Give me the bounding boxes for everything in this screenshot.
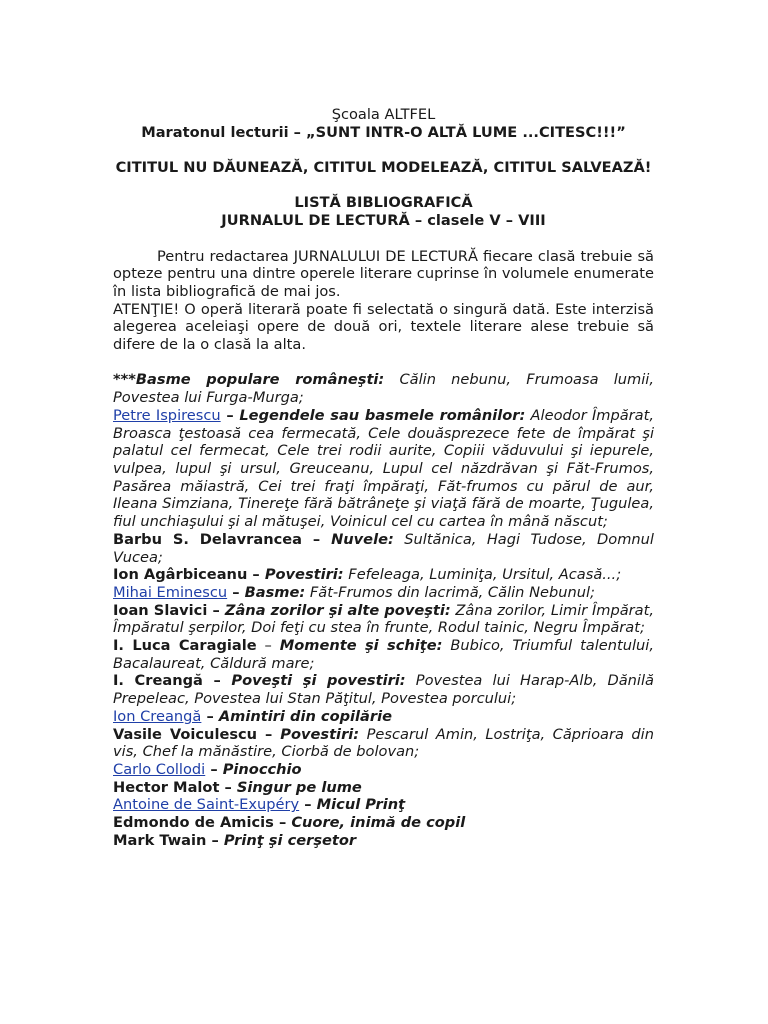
entry-author: *** bbox=[113, 371, 136, 389]
entry-separator: – bbox=[247, 566, 265, 584]
entry-separator: – bbox=[219, 778, 237, 796]
entry-agarbiceanu bbox=[113, 566, 654, 584]
entry-works: Sultănica, Hagi Tudose, Domnul Vucea; bbox=[113, 530, 654, 566]
slogan: CITITUL NU DĂUNEAZĂ, CITITUL MODELEAZĂ, CITITUL SALVEAZĂ! bbox=[115, 159, 652, 177]
document-page bbox=[113, 106, 654, 849]
entry-creanga-amintiri bbox=[113, 708, 654, 726]
entry-separator: – bbox=[207, 601, 225, 619]
entry-author: Barbu S. Delavrancea bbox=[113, 530, 303, 548]
entry-works: Bubico, Triumful talentului, Bacalaureat, Căldură mare; bbox=[113, 637, 654, 672]
entry-eminescu bbox=[113, 584, 654, 602]
entry-works: Zâna zorilor, Limir Împărat, Împăratul şerpilor, Doi feţi cu stea în frunte, Rodul tainic, Negru Împărat; bbox=[113, 601, 654, 637]
entry-works: Povestea lui Harap-Alb, Dănilă Prepeleac, Povestea lui Stan Păţitul, Povestea porcului; bbox=[113, 672, 654, 708]
school-name: Şcoala ALTFEL bbox=[331, 106, 436, 123]
entry-separator: – bbox=[205, 760, 223, 778]
entry-separator: – bbox=[227, 583, 245, 601]
entry-title: Zâna zorilor şi alte poveşti: bbox=[224, 601, 451, 619]
entry-separator: – bbox=[273, 814, 292, 832]
entry-works: Pescarul Amin, Lostriţa, Căprioara din vis, Chef la mănăstire, Ciorbă de bolovan; bbox=[113, 725, 654, 761]
author-link-mihai-eminescu[interactable]: Mihai Eminescu bbox=[113, 583, 228, 601]
entry-author: Ioan Slavici bbox=[113, 601, 208, 619]
entry-ispirescu bbox=[113, 407, 654, 531]
entry-author: Vasile Voiculescu bbox=[113, 725, 258, 743]
entry-title: Povestiri: bbox=[280, 725, 360, 743]
entry-author: Mark Twain bbox=[113, 831, 207, 849]
entry-title: Pinocchio bbox=[222, 760, 302, 778]
entry-works: Făt-Frumos din lacrimă, Călin Nebunul; bbox=[305, 583, 595, 601]
entry-author: Ion Agârbiceanu bbox=[113, 566, 248, 584]
entry-title: Singur pe lume bbox=[236, 778, 362, 796]
author-link-petre-ispirescu[interactable]: Petre Ispirescu bbox=[113, 406, 221, 424]
entry-works: Aleodor Împărat, Broasca ţestoasă cea fermecată, Cele douăsprezece fete de împărat şi palatul cel fermecat, Cele trei rodii aurite, Copiii văduvului şi iepurele, vulpea, lupul şi ursul, Greuceanu, Lupul cel năzdrăvan şi Făt-Frumos, Pasărea măiastră, Cei trei fraţi împăraţi, Făt-frumos cu părul de aur, Ileana Simziana, Tinereţe fără bătrâneţe şi viaţă fără de moarte, Ţugulea, fiul unchiaşului şi al mătuşei, Voinicul cel cu cartea în mână născut; bbox=[113, 406, 654, 531]
entry-title: Basme populare româneşti: bbox=[135, 371, 385, 389]
entry-twain bbox=[113, 832, 654, 850]
entry-delavrancea bbox=[113, 531, 654, 566]
entry-works: Fefeleaga, Luminiţa, Ursitul, Acasă...; bbox=[343, 566, 622, 584]
entry-de-amicis bbox=[113, 814, 654, 832]
entry-author: Edmondo de Amicis bbox=[113, 814, 274, 832]
entry-title: Amintiri din copilărie bbox=[218, 707, 392, 725]
warning-paragraph: ATENŢIE! O operă literară poate fi selectată o singură dată. Este interzisă alegerea aceleiaşi opere de două ori, textele literare alese trebuie să difere de la o clasă la alta. bbox=[113, 300, 654, 354]
entry-basme-populare bbox=[113, 371, 654, 406]
entry-title: Poveşti şi povestiri: bbox=[231, 672, 406, 690]
entry-voiculescu bbox=[113, 726, 654, 761]
entry-slavici bbox=[113, 602, 654, 637]
entry-title: Cuore, inimă de copil bbox=[291, 814, 466, 832]
entry-separator: – bbox=[302, 530, 332, 548]
entry-title: Povestiri: bbox=[264, 566, 344, 584]
entry-separator: – bbox=[202, 672, 232, 690]
author-link-ion-creanga[interactable]: Ion Creangă bbox=[113, 707, 202, 725]
entry-works: Călin nebunu, Frumoasa lumii, Povestea lui Furga-Murga; bbox=[113, 371, 654, 407]
entry-separator: – bbox=[220, 406, 240, 424]
entry-author: Hector Malot bbox=[113, 778, 220, 796]
entry-author: I. Creangă bbox=[113, 672, 203, 690]
intro-paragraph: Pentru redactarea JURNALULUI DE LECTURĂ fiecare clasă trebuie să opteze pentru una dintre operele literare cuprinse în volumele enumerate în lista bibliografică de mai jos. bbox=[113, 247, 654, 300]
entry-title: Momente şi schiţe: bbox=[279, 637, 443, 655]
entry-separator: – bbox=[256, 637, 280, 655]
marathon-title: Maratonul lecturii – „SUNT INTR-O ALTĂ LUME ...CITESC!!!” bbox=[141, 123, 626, 141]
entry-author: I. Luca Caragiale bbox=[113, 637, 257, 655]
entry-separator: – bbox=[299, 796, 317, 814]
entry-malot bbox=[113, 779, 654, 797]
entry-creanga-povesti bbox=[113, 672, 654, 707]
list-title: LISTĂ BIBLIOGRAFICĂ bbox=[294, 194, 473, 212]
entry-separator: – bbox=[201, 707, 219, 725]
author-link-saint-exupery[interactable]: Antoine de Saint-Exupéry bbox=[113, 796, 300, 814]
author-link-carlo-collodi[interactable]: Carlo Collodi bbox=[113, 760, 206, 778]
entry-caragiale bbox=[113, 637, 654, 672]
entry-title: Prinţ şi cerşetor bbox=[223, 831, 357, 849]
entry-title: Micul Prinţ bbox=[316, 796, 406, 814]
entry-title: Basme: bbox=[244, 583, 306, 601]
entry-separator: – bbox=[206, 831, 224, 849]
entry-collodi bbox=[113, 761, 654, 779]
entry-saint-exupery bbox=[113, 796, 654, 814]
journal-title: JURNALUL DE LECTURĂ – clasele V – VIII bbox=[221, 212, 546, 230]
entry-title: Legendele sau basmele românilor: bbox=[239, 406, 526, 424]
entry-separator: – bbox=[257, 725, 281, 743]
entry-title: Nuvele: bbox=[331, 530, 394, 548]
